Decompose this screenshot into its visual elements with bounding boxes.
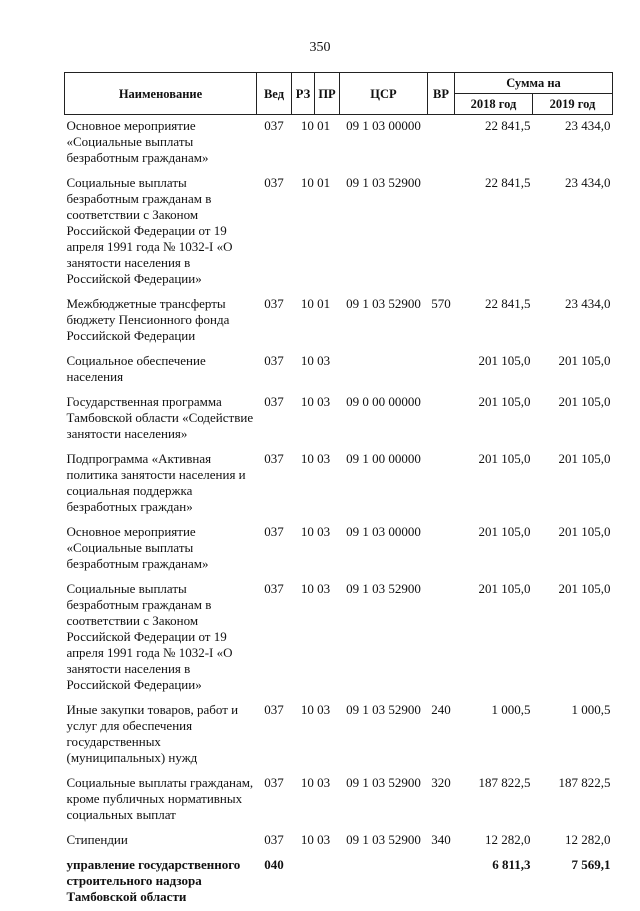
row-vr: 240 <box>431 702 451 717</box>
budget-table <box>64 72 613 911</box>
header-sum: Сумма на <box>455 73 613 94</box>
row-sum-2018: 12 282,0 <box>485 832 531 847</box>
row-vr <box>428 521 455 578</box>
row-rz-pr <box>292 854 340 911</box>
row-sum-2019: 7 569,1 <box>571 857 611 872</box>
row-sum-2018: 6 811,3 <box>492 857 531 872</box>
row-sum-2019: 187 822,5 <box>558 775 611 790</box>
row-name: Социальные выплаты безработным гражданам в соответствии с Законом Российской Федерации от 19 апреля 1991 года № 1032-I «О занятости населения в Российской Федерации» <box>66 581 233 692</box>
row-sum-2018: 22 841,5 <box>485 118 531 133</box>
table-row <box>65 829 613 854</box>
row-sum-2018: 1 000,5 <box>491 702 531 717</box>
row-rz-pr: 10 03 <box>300 394 331 409</box>
row-rz-pr: 10 03 <box>300 451 331 466</box>
row-csr: 09 1 03 52900 <box>346 175 421 190</box>
header-2019: 2019 год <box>533 94 613 115</box>
row-name: Государственная программа Тамбовской области «Содействие занятости населения» <box>66 394 254 441</box>
row-ved: 037 <box>264 118 284 133</box>
row-sum-2019: 201 105,0 <box>558 524 611 539</box>
row-ved: 037 <box>264 524 284 539</box>
row-sum-2019: 201 105,0 <box>558 353 611 368</box>
row-sum-2018: 201 105,0 <box>478 524 531 539</box>
row-ved: 037 <box>264 353 284 368</box>
row-name: Социальные выплаты гражданам, кроме публичных нормативных социальных выплат <box>66 775 254 822</box>
row-csr: 09 0 00 00000 <box>346 394 421 409</box>
row-csr: 09 1 03 52900 <box>346 775 421 790</box>
row-sum-2019: 12 282,0 <box>565 832 611 847</box>
row-name: Подпрограмма «Активная политика занятости населения и социальная поддержка безработных граждан» <box>66 451 246 514</box>
row-vr: 320 <box>431 775 451 790</box>
row-vr <box>428 172 455 293</box>
row-sum-2019: 201 105,0 <box>558 451 611 466</box>
row-vr <box>428 578 455 699</box>
row-rz-pr: 10 03 <box>300 775 331 790</box>
row-rz-pr: 10 03 <box>300 524 331 539</box>
row-csr: 09 1 00 00000 <box>346 451 421 466</box>
header-name: Наименование <box>65 73 257 115</box>
row-sum-2018: 201 105,0 <box>478 451 531 466</box>
row-rz-pr: 10 01 <box>300 118 331 133</box>
header-vr: ВР <box>428 73 455 115</box>
header-row-1 <box>65 73 613 94</box>
row-rz-pr: 10 03 <box>300 353 331 368</box>
row-name: Основное мероприятие «Социальные выплаты безработным гражданам» <box>66 118 209 165</box>
row-sum-2019: 23 434,0 <box>565 175 611 190</box>
row-name: Иные закупки товаров, работ и услуг для обеспечения государственных (муниципальных) нужд <box>66 702 239 765</box>
table-row <box>65 391 613 448</box>
row-sum-2019: 201 105,0 <box>558 394 611 409</box>
table-row <box>65 448 613 521</box>
row-vr <box>428 448 455 521</box>
row-name: Социальные выплаты безработным гражданам в соответствии с Законом Российской Федерации от 19 апреля 1991 года № 1032-I «О занятости населения в Российской Федерации» <box>66 175 233 286</box>
header-2018: 2018 год <box>455 94 533 115</box>
header-ved: Вед <box>257 73 292 115</box>
row-sum-2019: 23 434,0 <box>565 296 611 311</box>
row-name: управление государственного строительного надзора Тамбовской области <box>66 857 241 904</box>
row-rz-pr: 10 03 <box>300 702 331 717</box>
table-row <box>65 578 613 699</box>
row-sum-2018: 201 105,0 <box>478 581 531 596</box>
row-name: Межбюджетные трансферты бюджету Пенсионного фонда Российской Федерации <box>66 296 230 343</box>
row-rz-pr: 10 01 <box>300 175 331 190</box>
row-ved: 037 <box>264 451 284 466</box>
row-rz-pr: 10 01 <box>300 296 331 311</box>
page-number: 350 <box>309 40 331 55</box>
row-name: Основное мероприятие «Социальные выплаты безработным гражданам» <box>66 524 209 571</box>
row-ved: 037 <box>264 296 284 311</box>
row-sum-2018: 201 105,0 <box>478 353 531 368</box>
row-vr <box>428 854 455 911</box>
row-ved: 037 <box>264 175 284 190</box>
row-ved: 037 <box>264 775 284 790</box>
row-ved: 037 <box>264 394 284 409</box>
row-csr: 09 1 03 52900 <box>346 702 421 717</box>
row-ved: 037 <box>264 832 284 847</box>
row-rz-pr: 10 03 <box>300 581 331 596</box>
row-sum-2019: 1 000,5 <box>571 702 611 717</box>
row-csr <box>340 854 428 911</box>
row-name: Социальное обеспечение населения <box>66 353 206 384</box>
table-row <box>65 699 613 772</box>
row-sum-2019: 23 434,0 <box>565 118 611 133</box>
row-rz-pr: 10 03 <box>300 832 331 847</box>
row-vr <box>428 350 455 391</box>
row-vr: 340 <box>431 832 451 847</box>
table-row <box>65 293 613 350</box>
row-sum-2019: 201 105,0 <box>558 581 611 596</box>
table-row <box>65 854 613 911</box>
row-name: Стипендии <box>66 832 128 847</box>
row-sum-2018: 22 841,5 <box>485 175 531 190</box>
row-csr: 09 1 03 00000 <box>346 524 421 539</box>
header-csr: ЦСР <box>340 73 428 115</box>
row-sum-2018: 201 105,0 <box>478 394 531 409</box>
row-vr <box>428 115 455 173</box>
row-ved: 037 <box>264 581 284 596</box>
header-pr: ПР <box>315 73 340 115</box>
row-sum-2018: 22 841,5 <box>485 296 531 311</box>
header-rz: РЗ <box>292 73 315 115</box>
row-ved: 037 <box>264 702 284 717</box>
table-row <box>65 115 613 173</box>
row-sum-2018: 187 822,5 <box>478 775 531 790</box>
table-row <box>65 172 613 293</box>
table-row <box>65 521 613 578</box>
row-csr: 09 1 03 52900 <box>346 832 421 847</box>
table-row <box>65 350 613 391</box>
row-vr <box>428 391 455 448</box>
row-csr <box>340 350 428 391</box>
table-row <box>65 772 613 829</box>
row-ved: 040 <box>264 857 284 872</box>
row-csr: 09 1 03 52900 <box>346 581 421 596</box>
row-csr: 09 1 03 00000 <box>346 118 421 133</box>
row-vr: 570 <box>431 296 451 311</box>
row-csr: 09 1 03 52900 <box>346 296 421 311</box>
